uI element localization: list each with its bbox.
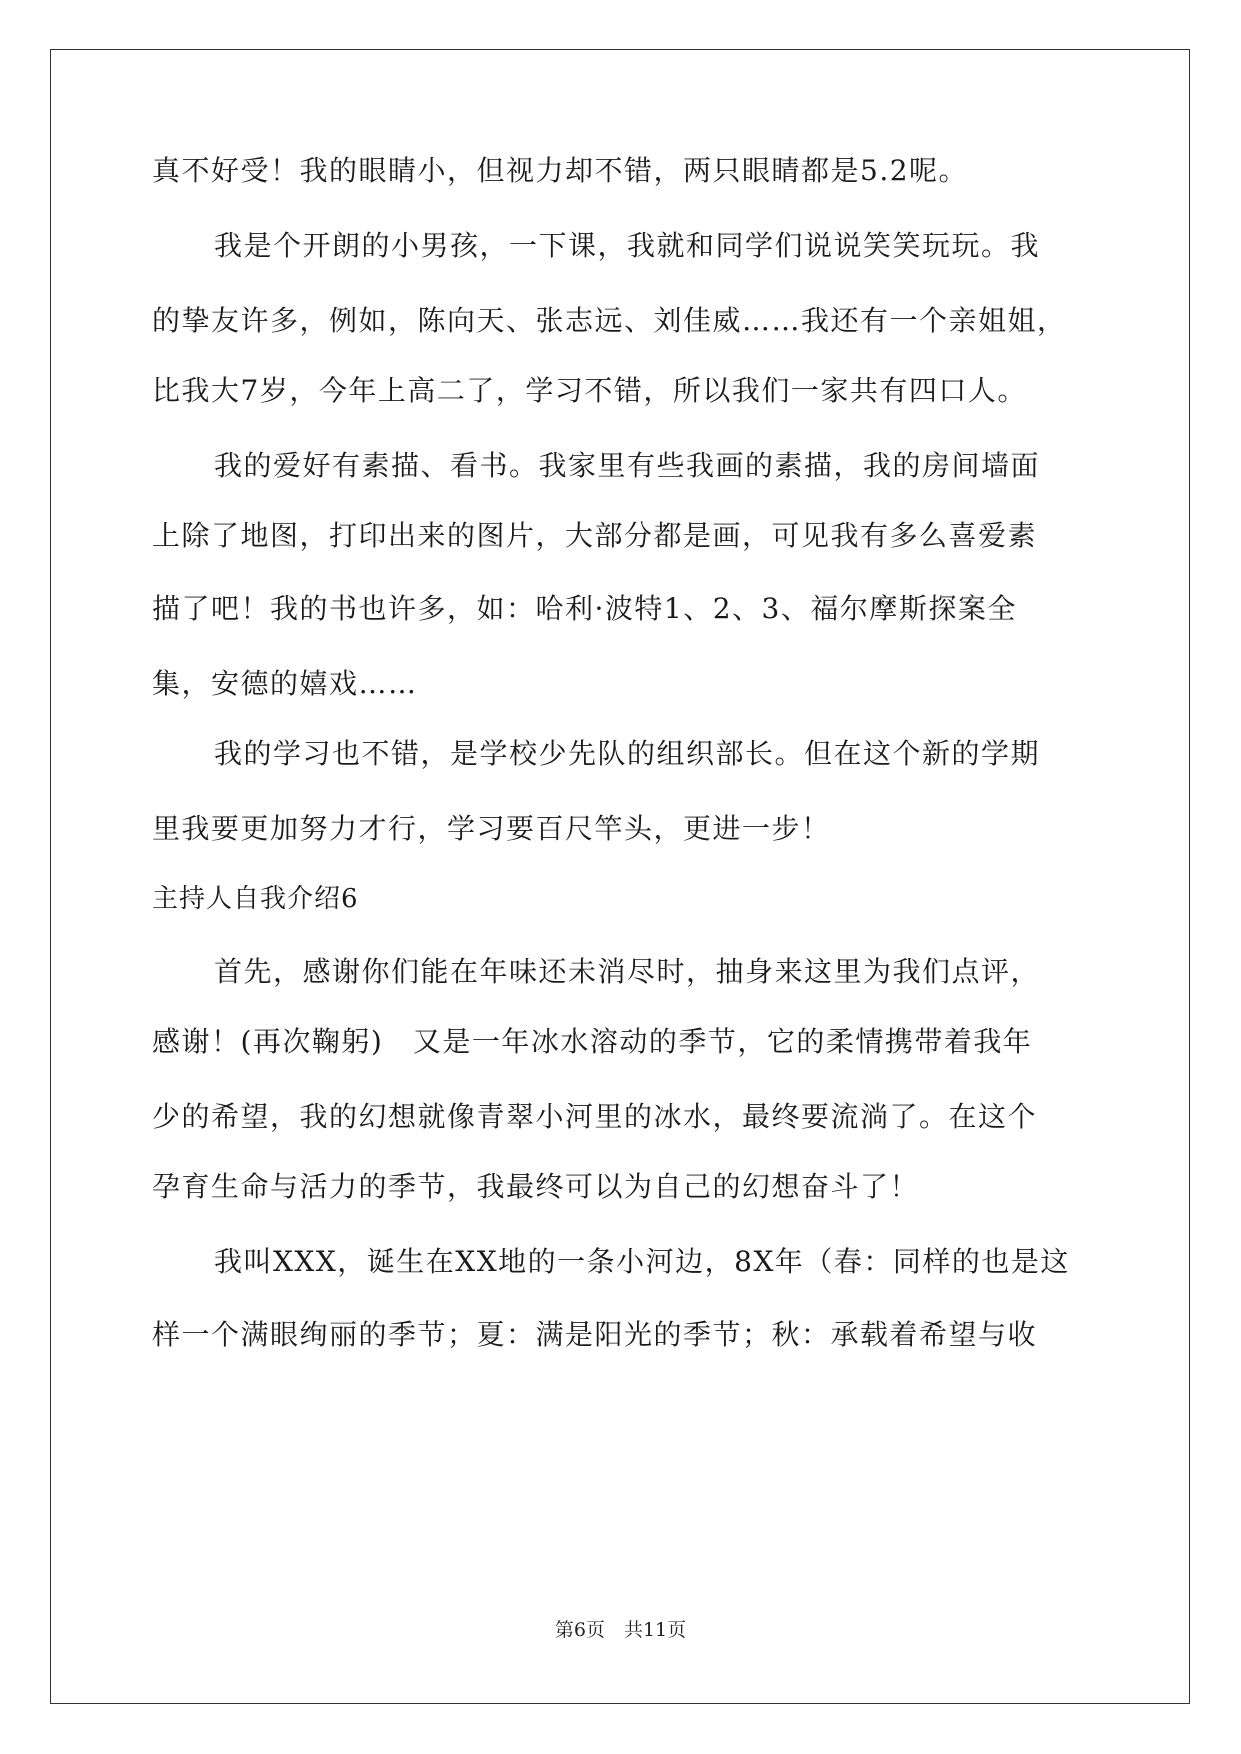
text-line: 感谢！(再次鞠躬) 又是一年冰水溶动的季节，它的柔情携带着我年 <box>152 1025 1033 1058</box>
paragraph-start: 我的爱好有素描、看书。我家里有些我画的素描，我的房间墙面 <box>214 449 1041 482</box>
text-line: 上除了地图，打印出来的图片，大部分都是画，可见我有多么喜爱素 <box>152 519 1038 552</box>
text-line: 比我大7岁，今年上高二了，学习不错，所以我们一家共有四口人。 <box>152 374 1027 407</box>
text-line: 少的希望，我的幻想就像青翠小河里的冰水，最终要流淌了。在这个 <box>152 1100 1038 1133</box>
paragraph-start: 我的学习也不错，是学校少先队的组织部长。但在这个新的学期 <box>214 737 1041 770</box>
text-line: 描了吧！我的书也许多，如：哈利·波特1、2、3、福尔摩斯探案全 <box>152 592 1017 625</box>
text-line: 集，安德的嬉戏…… <box>152 667 418 700</box>
section-heading: 主持人自我介绍6 <box>152 884 359 914</box>
paragraph-start: 首先，感谢你们能在年味还未消尽时，抽身来这里为我们点评， <box>214 955 1041 988</box>
text-line: 真不好受！我的眼睛小，但视力却不错，两只眼睛都是5.2呢。 <box>152 154 969 187</box>
text-line: 样一个满眼绚丽的季节；夏：满是阳光的季节；秋：承载着希望与收 <box>152 1318 1038 1351</box>
paragraph-start: 我叫XXX，诞生在XX地的一条小河边，8X年（春：同样的也是这 <box>214 1245 1070 1278</box>
text-line: 孕育生命与活力的季节，我最终可以为自己的幻想奋斗了！ <box>152 1170 920 1203</box>
text-line: 里我要更加努力才行，学习要百尺竿头，更进一步！ <box>152 812 831 845</box>
page-border <box>50 49 1190 1704</box>
page-number-footer: 第6页 共11页 <box>554 1619 687 1641</box>
paragraph-start: 我是个开朗的小男孩，一下课，我就和同学们说说笑笑玩玩。我 <box>214 229 1041 262</box>
text-line: 的挚友许多，例如，陈向天、张志远、刘佳威……我还有一个亲姐姐， <box>152 304 1067 337</box>
